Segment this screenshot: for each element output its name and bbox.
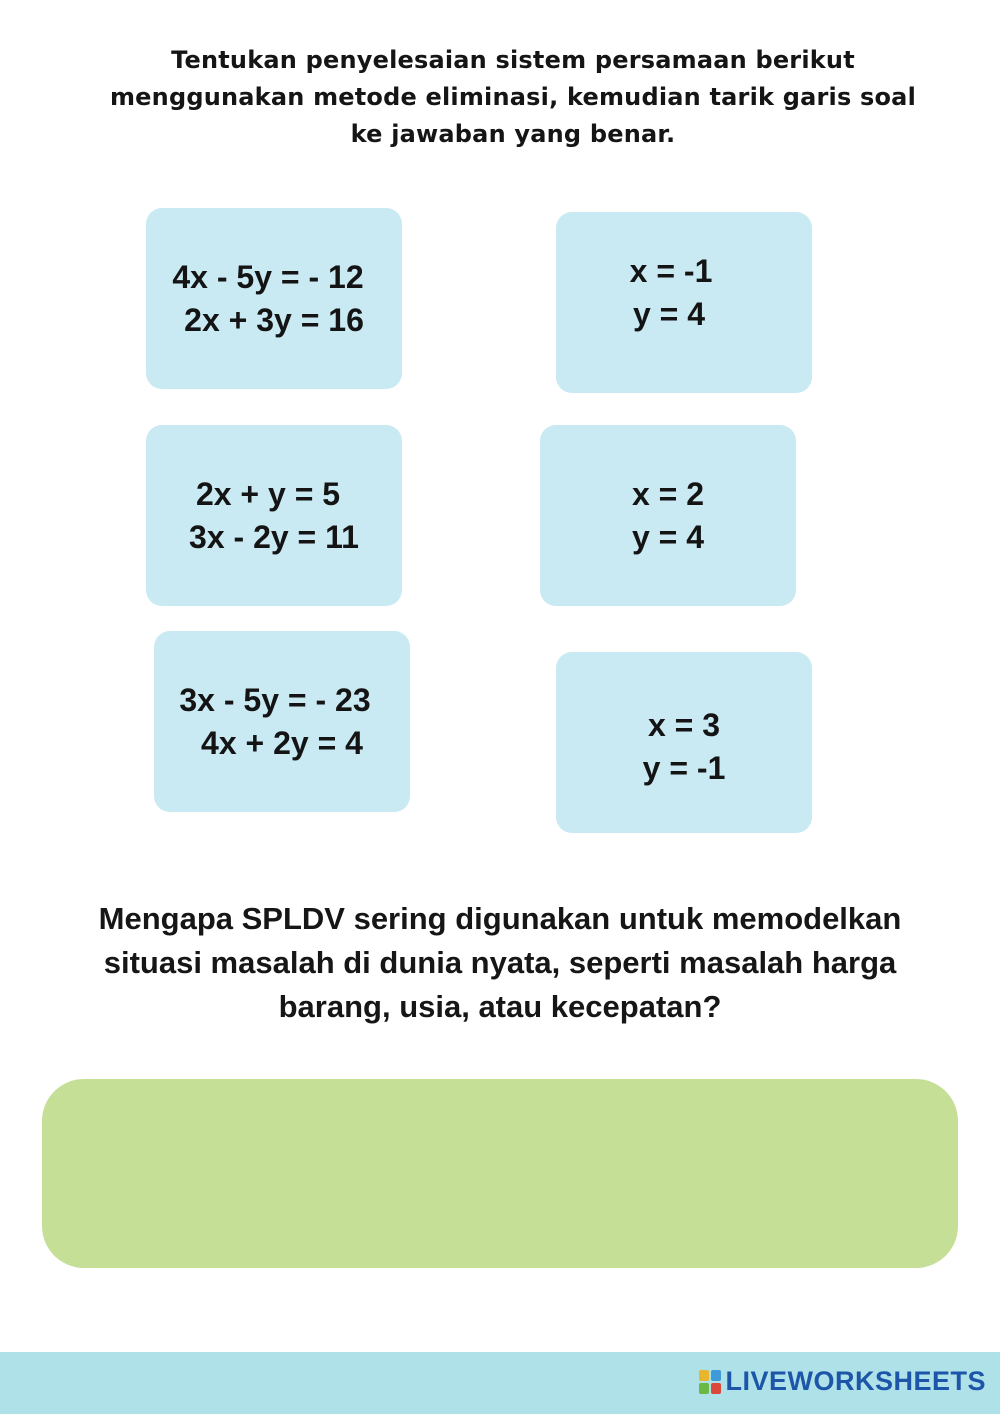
answer-card-3[interactable] [556,652,812,833]
answer-value: y = 4 [631,518,705,555]
answer-value: y = -1 [642,749,726,786]
instruction-line: ke jawaban yang benar. [350,120,676,148]
footer-bar [0,1352,1000,1414]
equation: 3x - 5y = - 23 [179,681,371,718]
essay-line: Mengapa SPLDV sering digunakan untuk memodelkan [98,901,902,936]
equation: 4x + 2y = 4 [201,724,363,761]
answer-value: y = 4 [632,295,706,332]
equation: 2x + y = 5 [195,475,341,512]
answer-value: x = 2 [631,475,705,512]
instruction-line: Tentukan penyelesaian sistem persamaan berikut [171,46,855,74]
answer-value: x = -1 [629,252,713,289]
instruction-line: menggunakan metode eliminasi, kemudian tarik garis soal [109,83,917,111]
equation: 4x - 5y = - 12 [172,258,364,295]
answer-value: x = 3 [647,706,721,743]
essay-question [48,897,952,1029]
brand-link[interactable] [699,1366,986,1397]
question-card-3[interactable] [154,631,410,812]
equation: 2x + 3y = 16 [184,301,364,338]
question-card-1[interactable] [146,208,402,389]
answer-card-2[interactable] [540,425,796,606]
brand-name: LIVEWORKSHEETS [725,1366,986,1396]
answer-card-1[interactable] [556,212,812,393]
liveworksheets-logo-icon [699,1370,721,1394]
instruction-text [100,42,926,153]
essay-answer-field[interactable] [42,1079,958,1268]
question-card-2[interactable] [146,425,402,606]
equation: 3x - 2y = 11 [189,518,359,555]
essay-line: situasi masalah di dunia nyata, seperti masalah harga [103,945,897,980]
essay-line: barang, usia, atau kecepatan? [278,989,722,1024]
